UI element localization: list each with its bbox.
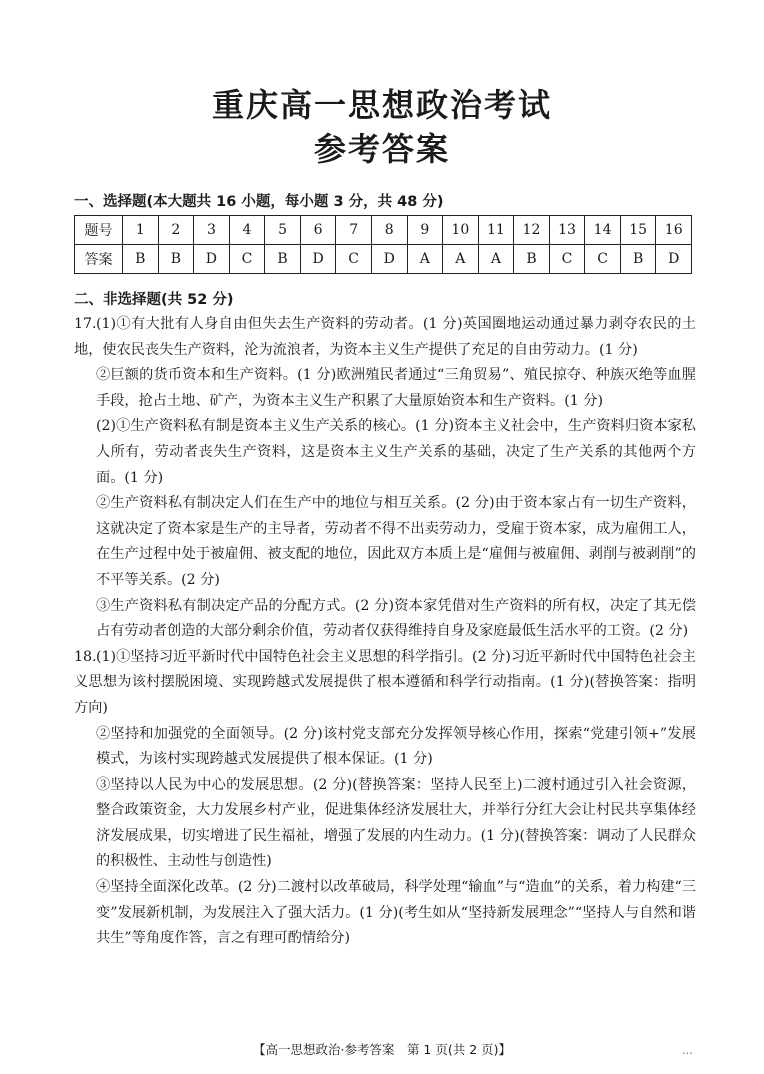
answer-cell: B	[265, 245, 301, 274]
answer-cell: D	[656, 245, 692, 274]
section-heading-nonchoice: 二、非选择题(共 52 分)	[74, 292, 234, 308]
answer-table-row-numbers	[75, 216, 692, 245]
answer-cell: C	[229, 245, 265, 274]
question-number-17: 17.	[74, 316, 97, 332]
answer-cell: B	[123, 245, 159, 274]
question-number-cell: 4	[229, 216, 265, 245]
question-number-cell: 8	[371, 216, 407, 245]
row-label-answer: 答案	[75, 245, 123, 274]
page-title: 重庆高一思想政治考试	[211, 86, 552, 124]
page-footer: 【高一思想政治·参考答案 第 1 页(共 2 页)】	[252, 1042, 512, 1057]
question-number-cell: 13	[549, 216, 585, 245]
row-label-question: 题号	[75, 216, 123, 245]
question-number-cell: 5	[265, 216, 301, 245]
question-number-cell: 10	[443, 216, 479, 245]
answer-cell: D	[371, 245, 407, 274]
question-number-cell: 14	[585, 216, 621, 245]
answer-table	[74, 215, 692, 274]
q17-part1-item1: 17.(1)①有大批有人身自由但失去生产资料的劳动者。(1 分)英国圈地运动通过暴力剥夺农民的土地，使农民丧失生产资料，沦为流浪者，为资本主义生产提供了充足的自由劳动力。(1 分)	[74, 312, 696, 363]
answer-cell: C	[585, 245, 621, 274]
answer-cell: D	[194, 245, 230, 274]
question-number-cell: 1	[123, 216, 159, 245]
answer-cell: B	[158, 245, 194, 274]
answer-cell: D	[300, 245, 336, 274]
answer-body	[74, 312, 696, 952]
question-number-cell: 11	[478, 216, 514, 245]
question-number-cell: 15	[620, 216, 656, 245]
answer-cell: C	[336, 245, 372, 274]
answer-cell: A	[478, 245, 514, 274]
question-number-cell: 9	[407, 216, 443, 245]
question-number-cell: 12	[514, 216, 550, 245]
q18-part1-item1: 18.(1)①坚持习近平新时代中国特色社会主义思想的科学指引。(2 分)习近平新时代中国特色社会主义思想为该村摆脱困境、实现跨越式发展提供了根本遵循和科学行动指南。(1 分)(替换答案：指明方向)	[74, 645, 696, 722]
answer-cell: B	[620, 245, 656, 274]
question-number-18: 18.	[74, 648, 97, 665]
question-number-cell: 3	[194, 216, 230, 245]
answer-table-row-answers	[75, 245, 692, 274]
q17-part2-item2: ②生产资料私有制决定人们在生产中的地位与相互关系。(2 分)由于资本家占有一切生产资料，这就决定了资本家是生产的主导者，劳动者不得不出卖劳动力，受雇于资本家，成为雇佣工人，在生产过程中处于被雇佣、被支配的地位，因此双方本质上是“雇佣与被雇佣、剥削与被剥削”的不平等关系。(2 分)	[96, 495, 696, 588]
question-number-cell: 7	[336, 216, 372, 245]
q17-part2-item1: (2)①生产资料私有制是资本主义生产关系的核心。(1 分)资本主义社会中，生产资料归资本家私人所有，劳动者丧失生产资料，这是资本主义生产关系的基础，决定了生产关系的其他两个方面。(1 分)	[96, 418, 696, 486]
q18-part1-item3: ③坚持以人民为中心的发展思想。(2 分)(替换答案：坚持人民至上)二渡村通过引入社会资源，整合政策资金，大力发展乡村产业，促进集体经济发展壮大，并举行分红大会让村民共享集体经济发展成果，切实增进了民生福祉，增强了发展的内生动力。(1 分)(替换答案：调动了人民群众的积极性、主动性与创造性)	[96, 776, 696, 870]
question-number-cell: 2	[158, 216, 194, 245]
answer-cell: A	[407, 245, 443, 274]
answer-cell: B	[514, 245, 550, 274]
answer-cell: A	[443, 245, 479, 274]
q17-part1-item2: ②巨额的货币资本和生产资料。(1 分)欧洲殖民者通过“三角贸易”、殖民掠夺、种族灭绝等血腥手段，抢占土地、矿产，为资本主义生产积累了大量原始资本和生产资料。(1 分)	[96, 367, 696, 409]
q18-part1-item2: ②坚持和加强党的全面领导。(2 分)该村党支部充分发挥领导核心作用，探索“党建引领+”发展模式，为该村实现跨越式发展提供了根本保证。(1 分)	[96, 725, 696, 768]
q17-part2-item3: ③生产资料私有制决定产品的分配方式。(2 分)资本家凭借对生产资料的所有权，决定了其无偿占有劳动者创造的大部分剩余价值，劳动者仅获得维持自身及家庭最低生活水平的工资。(2 分)	[96, 597, 696, 640]
answer-cell: C	[549, 245, 585, 274]
page-subtitle: 参考答案	[313, 130, 450, 168]
footer-mark: …	[682, 1044, 693, 1057]
question-number-cell: 6	[300, 216, 336, 245]
section-heading-choice: 一、选择题(本大题共 16 小题，每小题 3 分，共 48 分)	[74, 194, 444, 210]
q18-part1-item4: ④坚持全面深化改革。(2 分)二渡村以改革破局，科学处理“输血”与“造血”的关系，着力构建“三变”发展新机制，为发展注入了强大活力。(1 分)(考生如从“坚持新发展理念”“坚持人与自然和谐共生”等角度作答，言之有理可酌情给分)	[96, 879, 696, 947]
question-number-cell: 16	[656, 216, 692, 245]
